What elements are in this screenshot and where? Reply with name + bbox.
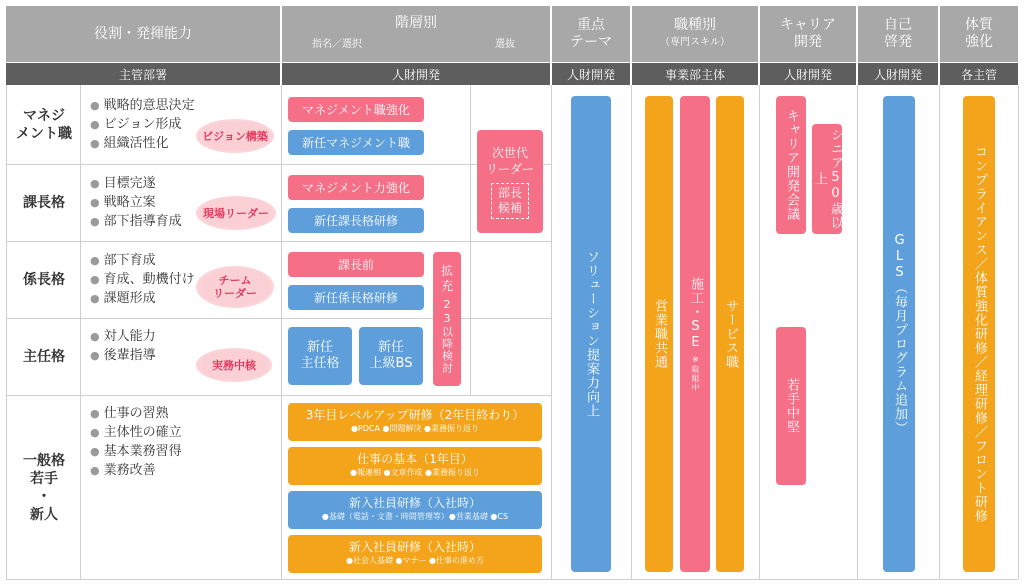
program-new-section-chief: 新任課長格研修 bbox=[288, 208, 424, 233]
grid-line bbox=[6, 318, 551, 319]
subheader-each: 各主管 bbox=[940, 63, 1018, 85]
grid-line bbox=[857, 85, 858, 579]
level-management: マネジ メント職 bbox=[16, 108, 72, 142]
grid-line bbox=[551, 85, 552, 579]
program-pre-section-chief: 課長前 bbox=[288, 252, 424, 277]
grid-line bbox=[1018, 85, 1019, 579]
level-chief: 主任格 bbox=[23, 349, 65, 365]
bar-sales-common: 営業職共通 bbox=[645, 96, 673, 572]
grid-line bbox=[281, 85, 282, 579]
candidate-box: 部長 候補 bbox=[491, 183, 529, 219]
program-mgmt-strength: マネジメント職強化 bbox=[288, 97, 424, 122]
ability-item: ● 後輩指導 bbox=[90, 346, 156, 365]
abilities-chief bbox=[90, 327, 156, 365]
program-new-chief: 新任 主任格 bbox=[288, 327, 352, 385]
grid-line bbox=[6, 164, 551, 165]
grid-line bbox=[6, 85, 7, 579]
bar-senior50: シニア50歳以上 bbox=[812, 124, 842, 234]
badge-practical-core: 実務中核 bbox=[196, 348, 272, 382]
program-new-subsection-chief: 新任係長格研修 bbox=[288, 285, 424, 310]
header-hierarchy-sub1: 指名／選択 bbox=[312, 39, 362, 50]
header-career: キャリア 開発 bbox=[760, 6, 856, 62]
level-section-chief: 課長格 bbox=[23, 195, 65, 211]
ability-item: ● 仕事の習熟 bbox=[90, 404, 182, 423]
program-new-senior-bs: 新任 上級BS bbox=[359, 327, 423, 385]
program-new-mgmt: 新任マネジメント職 bbox=[288, 130, 424, 155]
bar-compliance: コンプライアンス／体質強化研修／経理研修／フロント研修 bbox=[963, 96, 995, 572]
header-health: 体質 強化 bbox=[940, 6, 1018, 62]
subheader-hr1: 人財開発 bbox=[282, 63, 550, 85]
ability-item: ● 戦略的意思決定 bbox=[90, 96, 195, 115]
header-hierarchy-sub2: 選抜 bbox=[495, 39, 515, 50]
grid-line bbox=[470, 85, 471, 395]
subheader-biz: 事業部主体 bbox=[632, 63, 758, 85]
grid-line bbox=[6, 395, 551, 396]
grid-line bbox=[759, 85, 760, 579]
bar-gls: GLS（毎月プログラム追加） bbox=[883, 96, 915, 572]
grid-line bbox=[631, 85, 632, 579]
subheader-hr2: 人財開発 bbox=[552, 63, 630, 85]
grid-line bbox=[939, 85, 940, 579]
ability-item: ● 組織活性化 bbox=[90, 134, 195, 153]
subheader-hr3: 人財開発 bbox=[760, 63, 856, 85]
program-newhire-1: 新入社員研修（入社時） ●基礎（電話・文書・時間管理等）●営業基礎 ●CS bbox=[288, 491, 542, 529]
header-theme: 重点 テーマ bbox=[552, 6, 630, 62]
bar-career-meeting: キャリア開発会議 bbox=[776, 96, 806, 234]
ability-item: ● 育成、動機付け bbox=[90, 270, 195, 289]
ability-item: ● 業務改善 bbox=[90, 461, 182, 480]
grid-line bbox=[80, 85, 81, 579]
program-newhire-2: 新入社員研修（入社時） ●社会人基礎 ●マナー ●仕事の進め方 bbox=[288, 535, 542, 573]
subheader-dept: 主管部署 bbox=[6, 63, 280, 85]
abilities-general bbox=[90, 404, 182, 480]
bar-solution: ソリューション提案力向上 bbox=[571, 96, 611, 572]
program-mgmt-power: マネジメント力強化 bbox=[288, 175, 424, 200]
ability-item: ● 主体性の確立 bbox=[90, 423, 182, 442]
badge-team-leader: チーム リーダー bbox=[196, 266, 274, 308]
program-year3: 3年目レベルアップ研修（2年目終わり） ●PDCA ●問題解決 ●業務振り返り bbox=[288, 403, 542, 441]
ability-item: ● 部下指導育成 bbox=[90, 212, 182, 231]
subheader-hr4: 人財開発 bbox=[858, 63, 938, 85]
ability-item: ● 部下育成 bbox=[90, 251, 195, 270]
program-expansion: 拡 充 23以降検討 bbox=[433, 252, 461, 386]
level-subsection-chief: 係長格 bbox=[23, 272, 65, 288]
level-general: 一般格 若手 ・ 新人 bbox=[23, 452, 65, 523]
header-occupation: 職種別 （専門スキル） bbox=[632, 6, 758, 62]
abilities-management bbox=[90, 96, 195, 153]
grid-line bbox=[6, 579, 1018, 580]
header-hierarchy: 階層別 指名／選択 選抜 bbox=[282, 6, 550, 62]
ability-item: ● 基本業務習得 bbox=[90, 442, 182, 461]
ability-item: ● 対人能力 bbox=[90, 327, 156, 346]
header-self-dev: 自己 啓発 bbox=[858, 6, 938, 62]
badge-vision: ビジョン構築 bbox=[196, 119, 274, 153]
program-basics: 仕事の基本（1年目） ●報連相 ●文章作成 ●業務振り返り bbox=[288, 447, 542, 485]
bar-young-mid: 若手中堅 bbox=[776, 327, 806, 485]
badge-field-leader: 現場リーダー bbox=[196, 196, 276, 230]
bar-construction: 施工・SE ※取組中 bbox=[680, 96, 710, 572]
bar-service: サービス職 bbox=[716, 96, 744, 572]
ability-item: ● 目標完遂 bbox=[90, 174, 182, 193]
ability-item: ● ビジョン形成 bbox=[90, 115, 195, 134]
abilities-subsection-chief bbox=[90, 251, 195, 308]
program-next-gen-leader: 次世代 リーダー 部長 候補 bbox=[477, 130, 543, 233]
ability-item: ● 戦略立案 bbox=[90, 193, 182, 212]
ability-item: ● 課題形成 bbox=[90, 289, 195, 308]
grid-line bbox=[6, 241, 551, 242]
abilities-section-chief bbox=[90, 174, 182, 231]
header-abilities: 役割・発揮能力 bbox=[6, 6, 280, 62]
